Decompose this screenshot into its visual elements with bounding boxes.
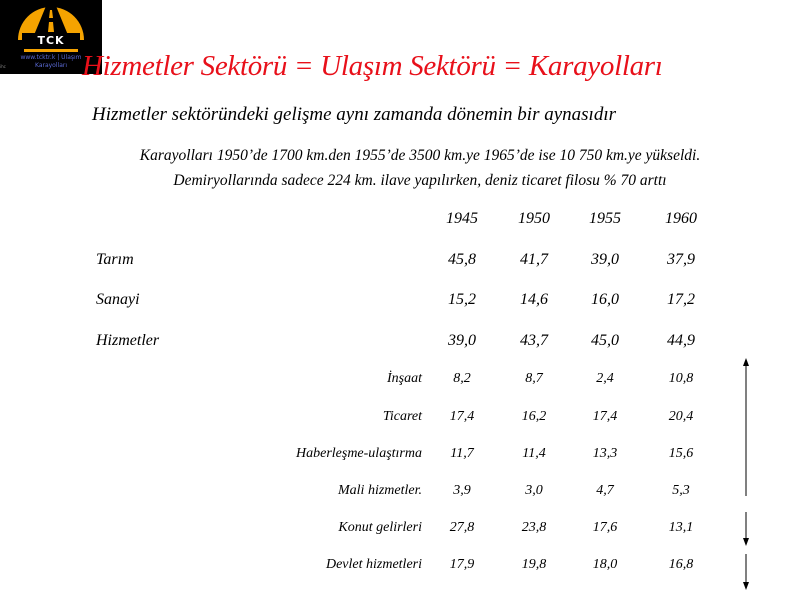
- subrow-label-devlet: Devlet hizmetleri: [325, 557, 422, 572]
- page-title: Hizmetler Sektörü = Ulaşım Sektörü = Karayolları: [82, 50, 663, 82]
- table-cell: 10,8: [668, 371, 694, 386]
- page-subtitle: Hizmetler sektöründeki gelişme aynı zamanda dönemin bir aynasıdır: [92, 104, 617, 125]
- table-cell: 2,4: [596, 371, 614, 386]
- row-label-sanayi: Sanayi: [96, 291, 140, 308]
- table-cell: 43,7: [520, 332, 548, 349]
- table-cell: 39,0: [448, 332, 476, 349]
- table-cell: 19,8: [521, 557, 547, 572]
- table-cell: 17,4: [449, 409, 475, 424]
- table-cell: 3,9: [453, 483, 471, 498]
- table-cell: 23,8: [521, 520, 547, 535]
- row-label-hizmetler: Hizmetler: [96, 332, 160, 349]
- table-cell: 44,9: [667, 332, 695, 349]
- table-cell: 8,7: [525, 371, 543, 386]
- table-cell: 14,6: [520, 291, 548, 308]
- subrow-label-konut: Konut gelirleri: [338, 520, 422, 535]
- subrow-label-insaat: İnşaat: [387, 371, 422, 386]
- table-cell: 8,2: [453, 371, 471, 386]
- intro-line-1: Karayolları 1950’de 1700 km.den 1955’de 3500 km.ye 1965’de ise 10 750 km.ye yükseldi.: [139, 147, 701, 164]
- table-cell: 3,0: [525, 483, 543, 498]
- bracket-arrows-icon: [736, 356, 756, 596]
- table-cell: 18,0: [592, 557, 618, 572]
- table-cell: 37,9: [667, 251, 695, 268]
- intro-line-2: Demiryollarında sadece 224 km. ilave yapılırken, deniz ticaret filosu % 70 arttı: [173, 172, 667, 189]
- table-cell: 4,7: [596, 483, 614, 498]
- year-header: 1960: [665, 210, 697, 227]
- table-cell: 5,3: [672, 483, 690, 498]
- table-cell: 15,2: [448, 291, 476, 308]
- table-cell: 41,7: [520, 251, 548, 268]
- table-cell: 15,6: [668, 446, 694, 461]
- table-cell: 17,6: [592, 520, 618, 535]
- table-cell: 17,4: [592, 409, 618, 424]
- table-cell: 39,0: [591, 251, 619, 268]
- intro-paragraph: [64, 143, 776, 193]
- logo-label: TCK: [37, 34, 65, 47]
- table-cell: 11,7: [450, 446, 474, 461]
- subrow-label-haberlesme: Haberleşme-ulaştırma: [296, 446, 422, 461]
- table-cell: 16,0: [591, 291, 619, 308]
- row-label-tarim: Tarım: [96, 251, 134, 268]
- year-header: 1950: [518, 210, 550, 227]
- table-cell: 20,4: [668, 409, 694, 424]
- logo-subtitle-2: Karayolları: [34, 62, 67, 69]
- table-cell: 45,0: [591, 332, 619, 349]
- table-cell: 13,3: [592, 446, 618, 461]
- table-cell: 17,9: [449, 557, 475, 572]
- subrow-label-mali: Mali hizmetler.: [338, 483, 422, 498]
- table-cell: 45,8: [448, 251, 476, 268]
- logo-subtitle: www.tcktr.k | Ulaşım: [20, 54, 82, 61]
- table-cell: 17,2: [667, 291, 695, 308]
- year-header: 1955: [589, 210, 621, 227]
- logo-tiny-text: ihc: [0, 64, 6, 69]
- table-cell: 16,2: [521, 409, 547, 424]
- year-header: 1945: [446, 210, 478, 227]
- table-cell: 13,1: [668, 520, 694, 535]
- subrow-label-ticaret: Ticaret: [382, 409, 422, 424]
- table-cell: 11,4: [522, 446, 546, 461]
- table-cell: 16,8: [668, 557, 694, 572]
- table-cell: 27,8: [449, 520, 475, 535]
